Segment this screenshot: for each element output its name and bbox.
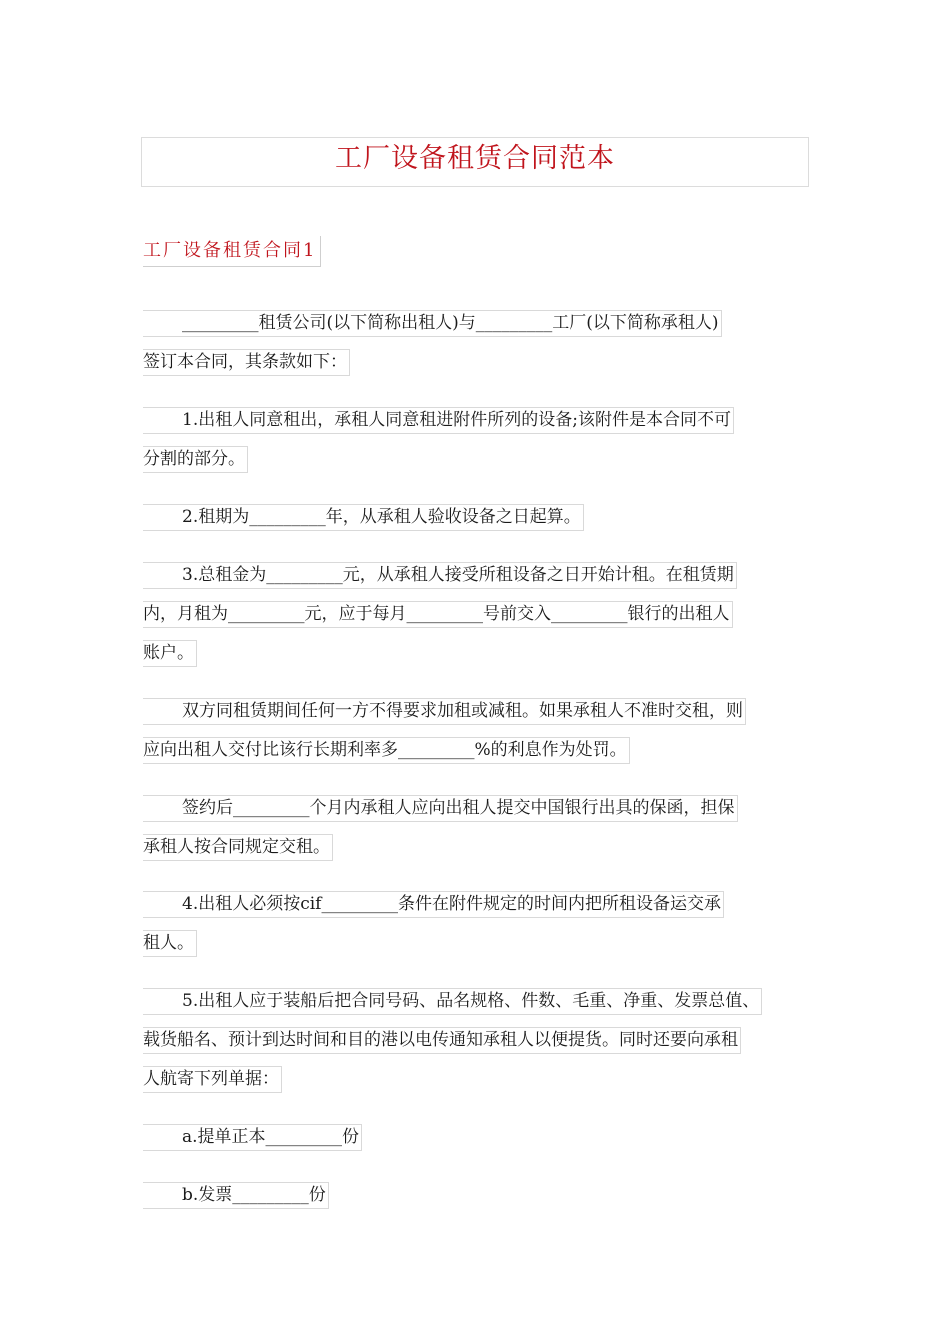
- section-heading: 工厂设备租赁合同1: [143, 236, 321, 267]
- paragraph-line: 分割的部分。: [143, 446, 248, 473]
- paragraph-line: 人航寄下列单据：: [143, 1066, 282, 1093]
- paragraph-line: 双方同租赁期间任何一方不得要求加租或减租。如果承租人不准时交租，则: [143, 698, 746, 725]
- paragraph-line: b.发票_________份: [143, 1182, 329, 1209]
- paragraph-line: 2.租期为_________年，从承租人验收设备之日起算。: [143, 504, 584, 531]
- paragraph-line: _________租赁公司(以下简称出租人)与_________工厂(以下简称承租人): [143, 310, 722, 337]
- paragraph-line: 内，月租为_________元，应于每月_________号前交入_________银行的出租人: [143, 601, 733, 628]
- paragraph-line: 4.出租人必须按cif_________条件在附件规定的时间内把所租设备运交承: [143, 891, 724, 918]
- paragraph-line: 应向出租人交付比该行长期利率多_________%的利息作为处罚。: [143, 737, 630, 764]
- paragraph-line: 签约后_________个月内承租人应向出租人提交中国银行出具的保函，担保: [143, 795, 738, 822]
- paragraph-line: 租人。: [143, 930, 197, 957]
- document-title: 工厂设备租赁合同范本: [141, 137, 809, 187]
- paragraph-line: 载货船名、预计到达时间和目的港以电传通知承租人以便提货。同时还要向承租: [143, 1027, 741, 1054]
- paragraph-line: 账户。: [143, 640, 197, 667]
- paragraph-line: 3.总租金为_________元，从承租人接受所租设备之日开始计租。在租赁期: [143, 562, 737, 589]
- paragraph-line: 5.出租人应于装船后把合同号码、品名规格、件数、毛重、净重、发票总值、: [143, 988, 762, 1015]
- paragraph-line: 1.出租人同意租出，承租人同意租进附件所列的设备;该附件是本合同不可: [143, 407, 734, 434]
- paragraph-line: a.提单正本_________份: [143, 1124, 362, 1151]
- paragraph-line: 承租人按合同规定交租。: [143, 834, 333, 861]
- paragraph-line: 签订本合同，其条款如下：: [143, 349, 350, 376]
